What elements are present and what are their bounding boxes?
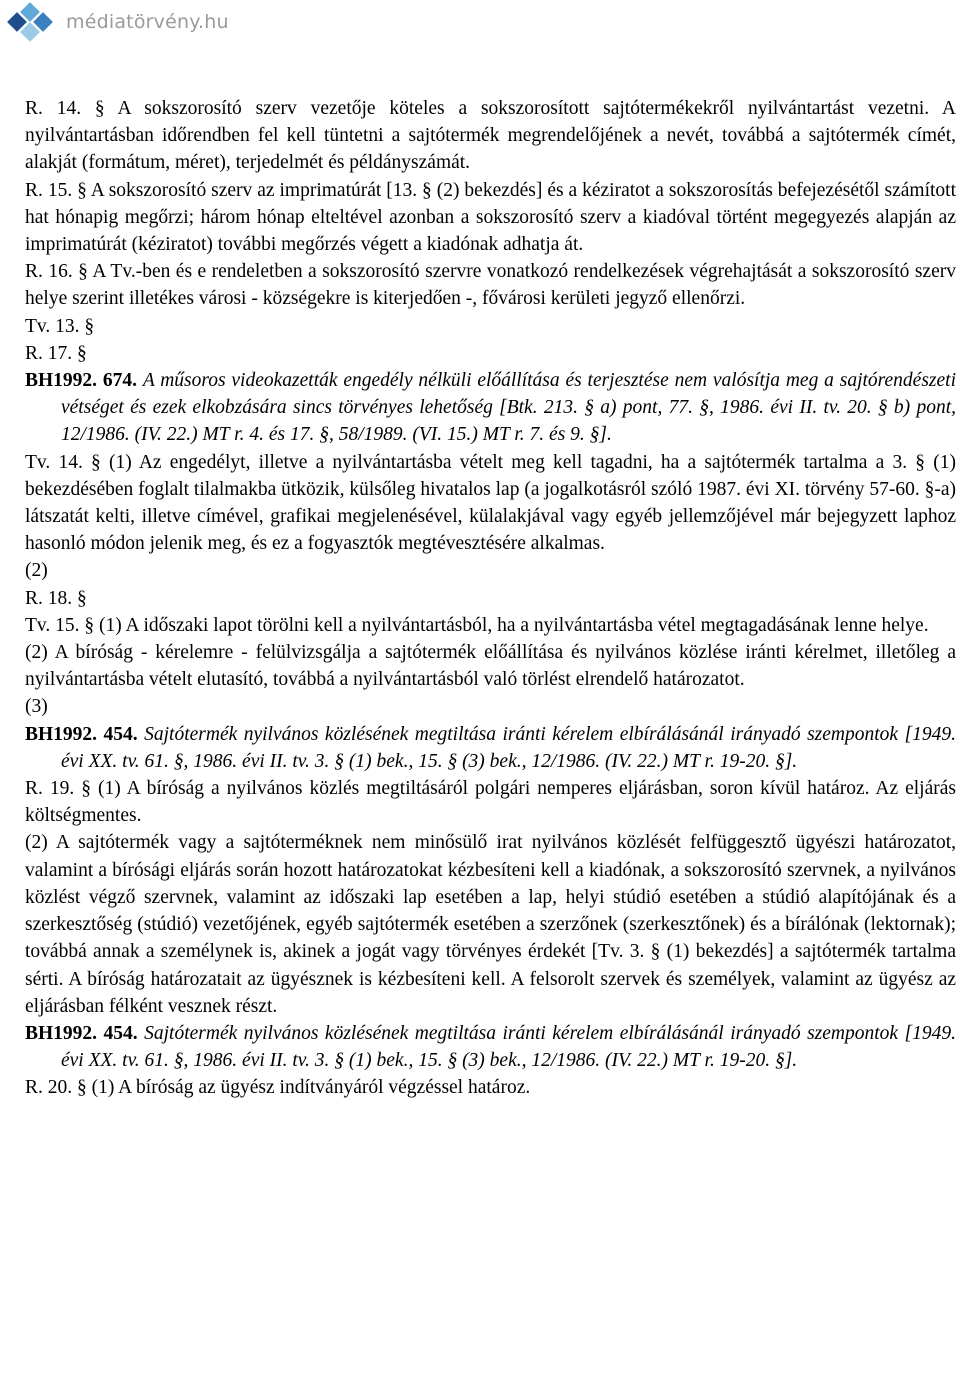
paragraph-r20: R. 20. § (1) A bíróság az ügyész indítványáról végzéssel határoz. [25, 1077, 531, 1099]
case-summary: A műsoros videokazetták engedély nélküli előállítása és terjesztése nem valósítja meg a sajtórendészeti vétséget és ezek elkobzására sincs törvényes lehetőség [Btk. 213. § a) pont, 77. §, 1986. évi II. tv. 20. § b) pont, 12/1986. (IV. 22.) MT r. 4. és 17. §, 58/1989. (VI. 15.) MT r. 7. és 9. §]. [61, 370, 956, 446]
paragraph-r19: R. 19. § (1) A bíróság a nyilvános közlés megtiltásáról polgári nemperes eljárásban, soron kívül határoz. Az eljárás költségmentes. [25, 778, 956, 827]
paragraph-tv14: Tv. 14. § (1) Az engedélyt, illetve a nyilvántartásba vételt meg kell tagadni, ha a sajtótermék tartalma a 3. § (1) bekezdésében foglalt tilalmakba ütközik, külsőleg hivatalos lap (a jogalkotásról szóló 1987. évi XI. törvény 57-60. §-a) látszatát kelti, illetve címével, grafikai megjelenésével, külalakjával vagy egyéb jellemzőjével már bejegyzett laphoz hasonló módon jelenik meg, és ez a fogyasztók megtévesztésére alkalmas. [25, 451, 956, 555]
paragraph-r15: R. 15. § A sokszorosító szerv az imprimatúrát [13. § (2) bekezdés] és a kéziratot a sokszorosítás befejezésétől számított hat hónapig megőrzi; három hónap elteltével azonban a sokszorosító szerv a kiadóval történt megegyezés alapján az imprimatúrát (kéziratot) további megőrzés végett a kiadónak adhatja át. [25, 179, 956, 256]
case-reference: BH1992. 454. [25, 723, 138, 745]
case-note [4, 367, 956, 449]
paragraph-r19-2: (2) A sajtótermék vagy a sajtóterméknek nem minősülő irat nyilvános közlését felfüggesztő ügyészi határozatot, valamint a bírósági eljárás során hozott határozatokat kézbesíteni kell a kiadónak, a sokszorosító szervnek, a nyilvános közlést végző szervnek, valamint az időszaki lap esetében a lap, helyi stúdió esetében a stúdió alapítójának és a szerkesztőség (stúdió) vezetőjének, egyéb sajtótermék esetében a szerzőnek (szerkesztőnek) és a bírálónak (lektornak); továbbá annak a személynek is, akinek a jogát vagy törvényes érdekét [Tv. 3. § (1) bekezdés] a sajtótermék tartalma sérti. A bíróság határozatait az ügyésznek is kézbesíteni kell. A felsorolt szervek és személyek, valamint az ügyész az eljárásban félként vesznek részt. [25, 832, 956, 1017]
paragraph-tv15: Tv. 15. § (1) A időszaki lapot törölni kell a nyilvántartásból, ha a nyilvántartásba vétel megtagadásának lenne helye. [25, 614, 929, 636]
paragraph-r16: R. 16. § A Tv.-ben és e rendeletben a sokszorosító szervre vonatkozó rendelkezések végrehajtását a sokszorosító szerv helye szerint illetékes városi - községekre is kiterjedően -, fővárosi kerületi jegyző ellenőrzi. [25, 261, 956, 310]
paragraph-tv13: Tv. 13. § [25, 315, 95, 337]
case-reference: BH1992. 454. [25, 1022, 138, 1044]
case-summary: Sajtótermék nyilvános közlésének megtiltása iránti kérelem elbírálásánál irányadó szempontok [1949. évi XX. tv. 61. §, 1986. évi II. tv. 3. § (1) bek., 15. § (3) bek., 12/1986. (IV. 22.) MT r. 19-20. §]. [61, 1022, 956, 1072]
case-note [4, 1020, 956, 1074]
case-reference: BH1992. 674. [25, 370, 137, 392]
paragraph-tv15-3: (3) [25, 696, 48, 718]
logo-text: médiatörvény.hu [66, 11, 229, 33]
paragraph-r18: R. 18. § [25, 587, 87, 609]
paragraph-tv15-2: (2) A bíróság - kérelemre - felülvizsgálja a sajtótermék előállítása és nyilvános közlése iránti kérelmet, illetőleg a nyilvántartásba vételt elutasító, továbbá a nyilvántartásból való törlést elrendelő határozatot. [25, 642, 956, 691]
site-logo[interactable] [6, 2, 229, 42]
case-note [4, 721, 956, 775]
diamond-cluster-logo-icon [6, 2, 62, 42]
paragraph-tv14-2: (2) [25, 560, 48, 582]
paragraph-r17: R. 17. § [25, 342, 87, 364]
document-body [4, 95, 956, 1102]
case-summary: Sajtótermék nyilvános közlésének megtiltása iránti kérelem elbírálásánál irányadó szempontok [1949. évi XX. tv. 61. §, 1986. évi II. tv. 3. § (1) bek., 15. § (3) bek., 12/1986. (IV. 22.) MT r. 19-20. §]. [61, 723, 956, 772]
paragraph-r14: R. 14. § A sokszorosító szerv vezetője köteles a sokszorosított sajtótermékekről nyilvántartást vezetni. A nyilvántartásban időrendben fel kell tüntetni a sajtótermék megrendelőjének a nevét, továbbá a sajtótermék címét, alakját (formátum, méret), terjedelmét és példányszámát. [25, 98, 956, 174]
